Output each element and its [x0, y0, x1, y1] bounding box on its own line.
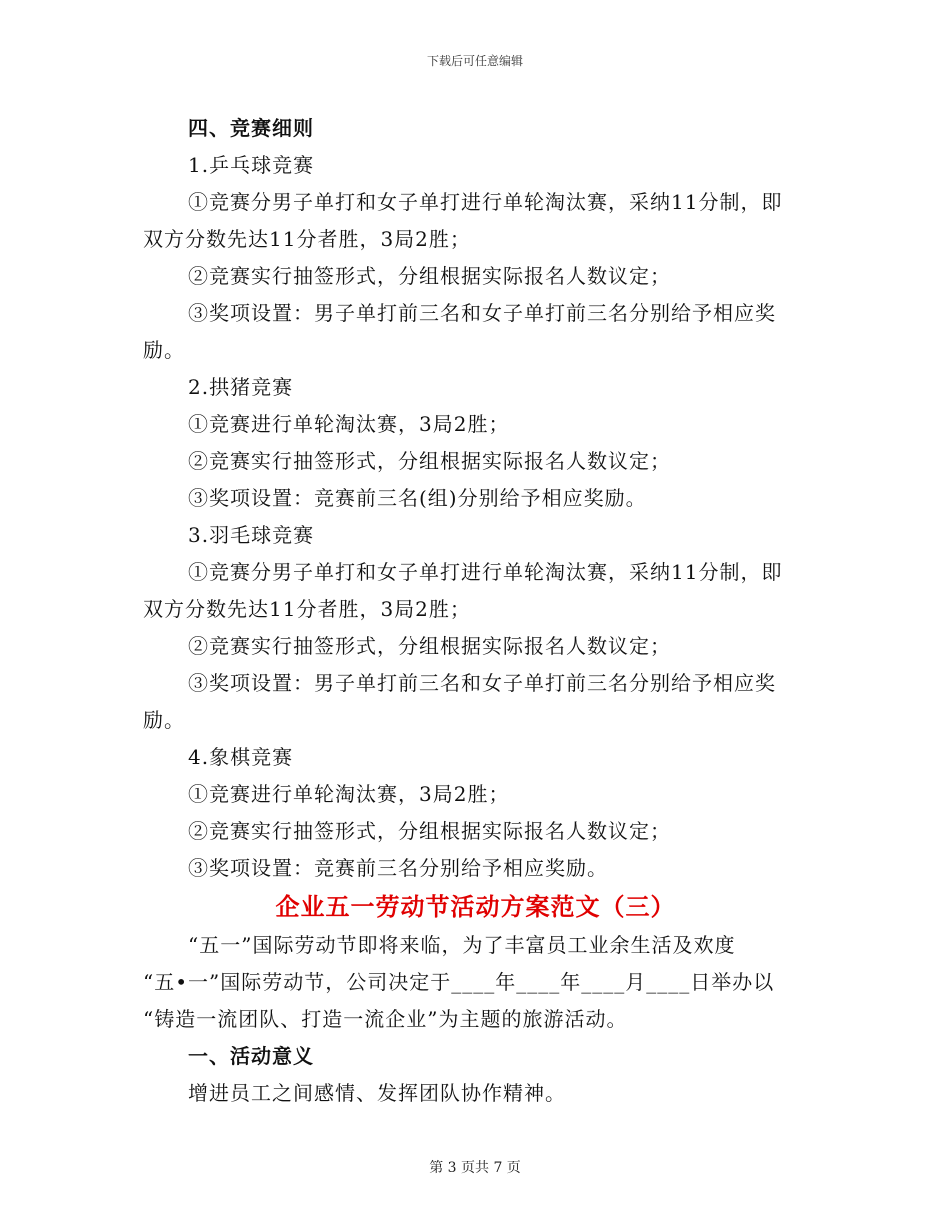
page-footer: 第 3 页共 7 页: [429, 1160, 521, 1176]
paragraph-line: 增进员工之间感情、发挥团队协作精神。: [188, 1081, 566, 1105]
paragraph-line: ①竞赛分男子单打和女子单打进行单轮淘汰赛，采纳11分制，即: [188, 560, 783, 584]
paragraph-line: ②竞赛实行抽签形式，分组根据实际报名人数议定；: [188, 634, 671, 658]
paragraph-line: “铸造一流团队、打造一流企业”为主题的旅游活动。: [143, 1007, 628, 1031]
paragraph-line: ①竞赛分男子单打和女子单打进行单轮淘汰赛，采纳11分制，即: [188, 190, 783, 214]
paragraph-line: ③奖项设置：竞赛前三名(组)分别给予相应奖励。: [188, 486, 647, 510]
paragraph-line: 励。: [143, 708, 185, 732]
section-heading: 四、竞赛细则: [188, 116, 314, 140]
document-title: 企业五一劳动节活动方案范文（三）: [275, 892, 676, 921]
paragraph-line: ③奖项设置：男子单打前三名和女子单打前三名分别给予相应奖: [188, 301, 776, 325]
paragraph-line: ②竞赛实行抽签形式，分组根据实际报名人数议定；: [188, 449, 671, 473]
paragraph-line: “五一”国际劳动节即将来临，为了丰富员工业余生活及欢度: [188, 933, 736, 957]
paragraph-line: ③奖项设置：竞赛前三名分别给予相应奖励。: [188, 856, 608, 880]
subsection-heading: 4.象棋竞赛: [188, 745, 294, 769]
subsection-heading: 3.羽毛球竞赛: [188, 523, 315, 547]
page-header: 下载后可任意编辑: [426, 54, 523, 68]
paragraph-line: 双方分数先达11分者胜，3局2胜；: [143, 227, 471, 251]
subsection-heading: 1.乒乓球竞赛: [188, 153, 315, 177]
paragraph-line: ②竞赛实行抽签形式，分组根据实际报名人数议定；: [188, 264, 671, 288]
paragraph-line: ①竞赛进行单轮淘汰赛，3局2胜；: [188, 412, 510, 436]
paragraph-line: ①竞赛进行单轮淘汰赛，3局2胜；: [188, 782, 510, 806]
paragraph-line: 双方分数先达11分者胜，3局2胜；: [143, 597, 471, 621]
subsection-heading: 2.拱猪竞赛: [188, 375, 294, 399]
paragraph-line: 励。: [143, 338, 185, 362]
paragraph-line: ③奖项设置：男子单打前三名和女子单打前三名分别给予相应奖: [188, 671, 776, 695]
paragraph-line: ②竞赛实行抽签形式，分组根据实际报名人数议定；: [188, 819, 671, 843]
paragraph-line: “五•一”国际劳动节，公司决定于____年____年____月____日举办以: [143, 970, 775, 994]
section-heading: 一、活动意义: [188, 1044, 314, 1068]
document-body: [143, 110, 808, 1112]
